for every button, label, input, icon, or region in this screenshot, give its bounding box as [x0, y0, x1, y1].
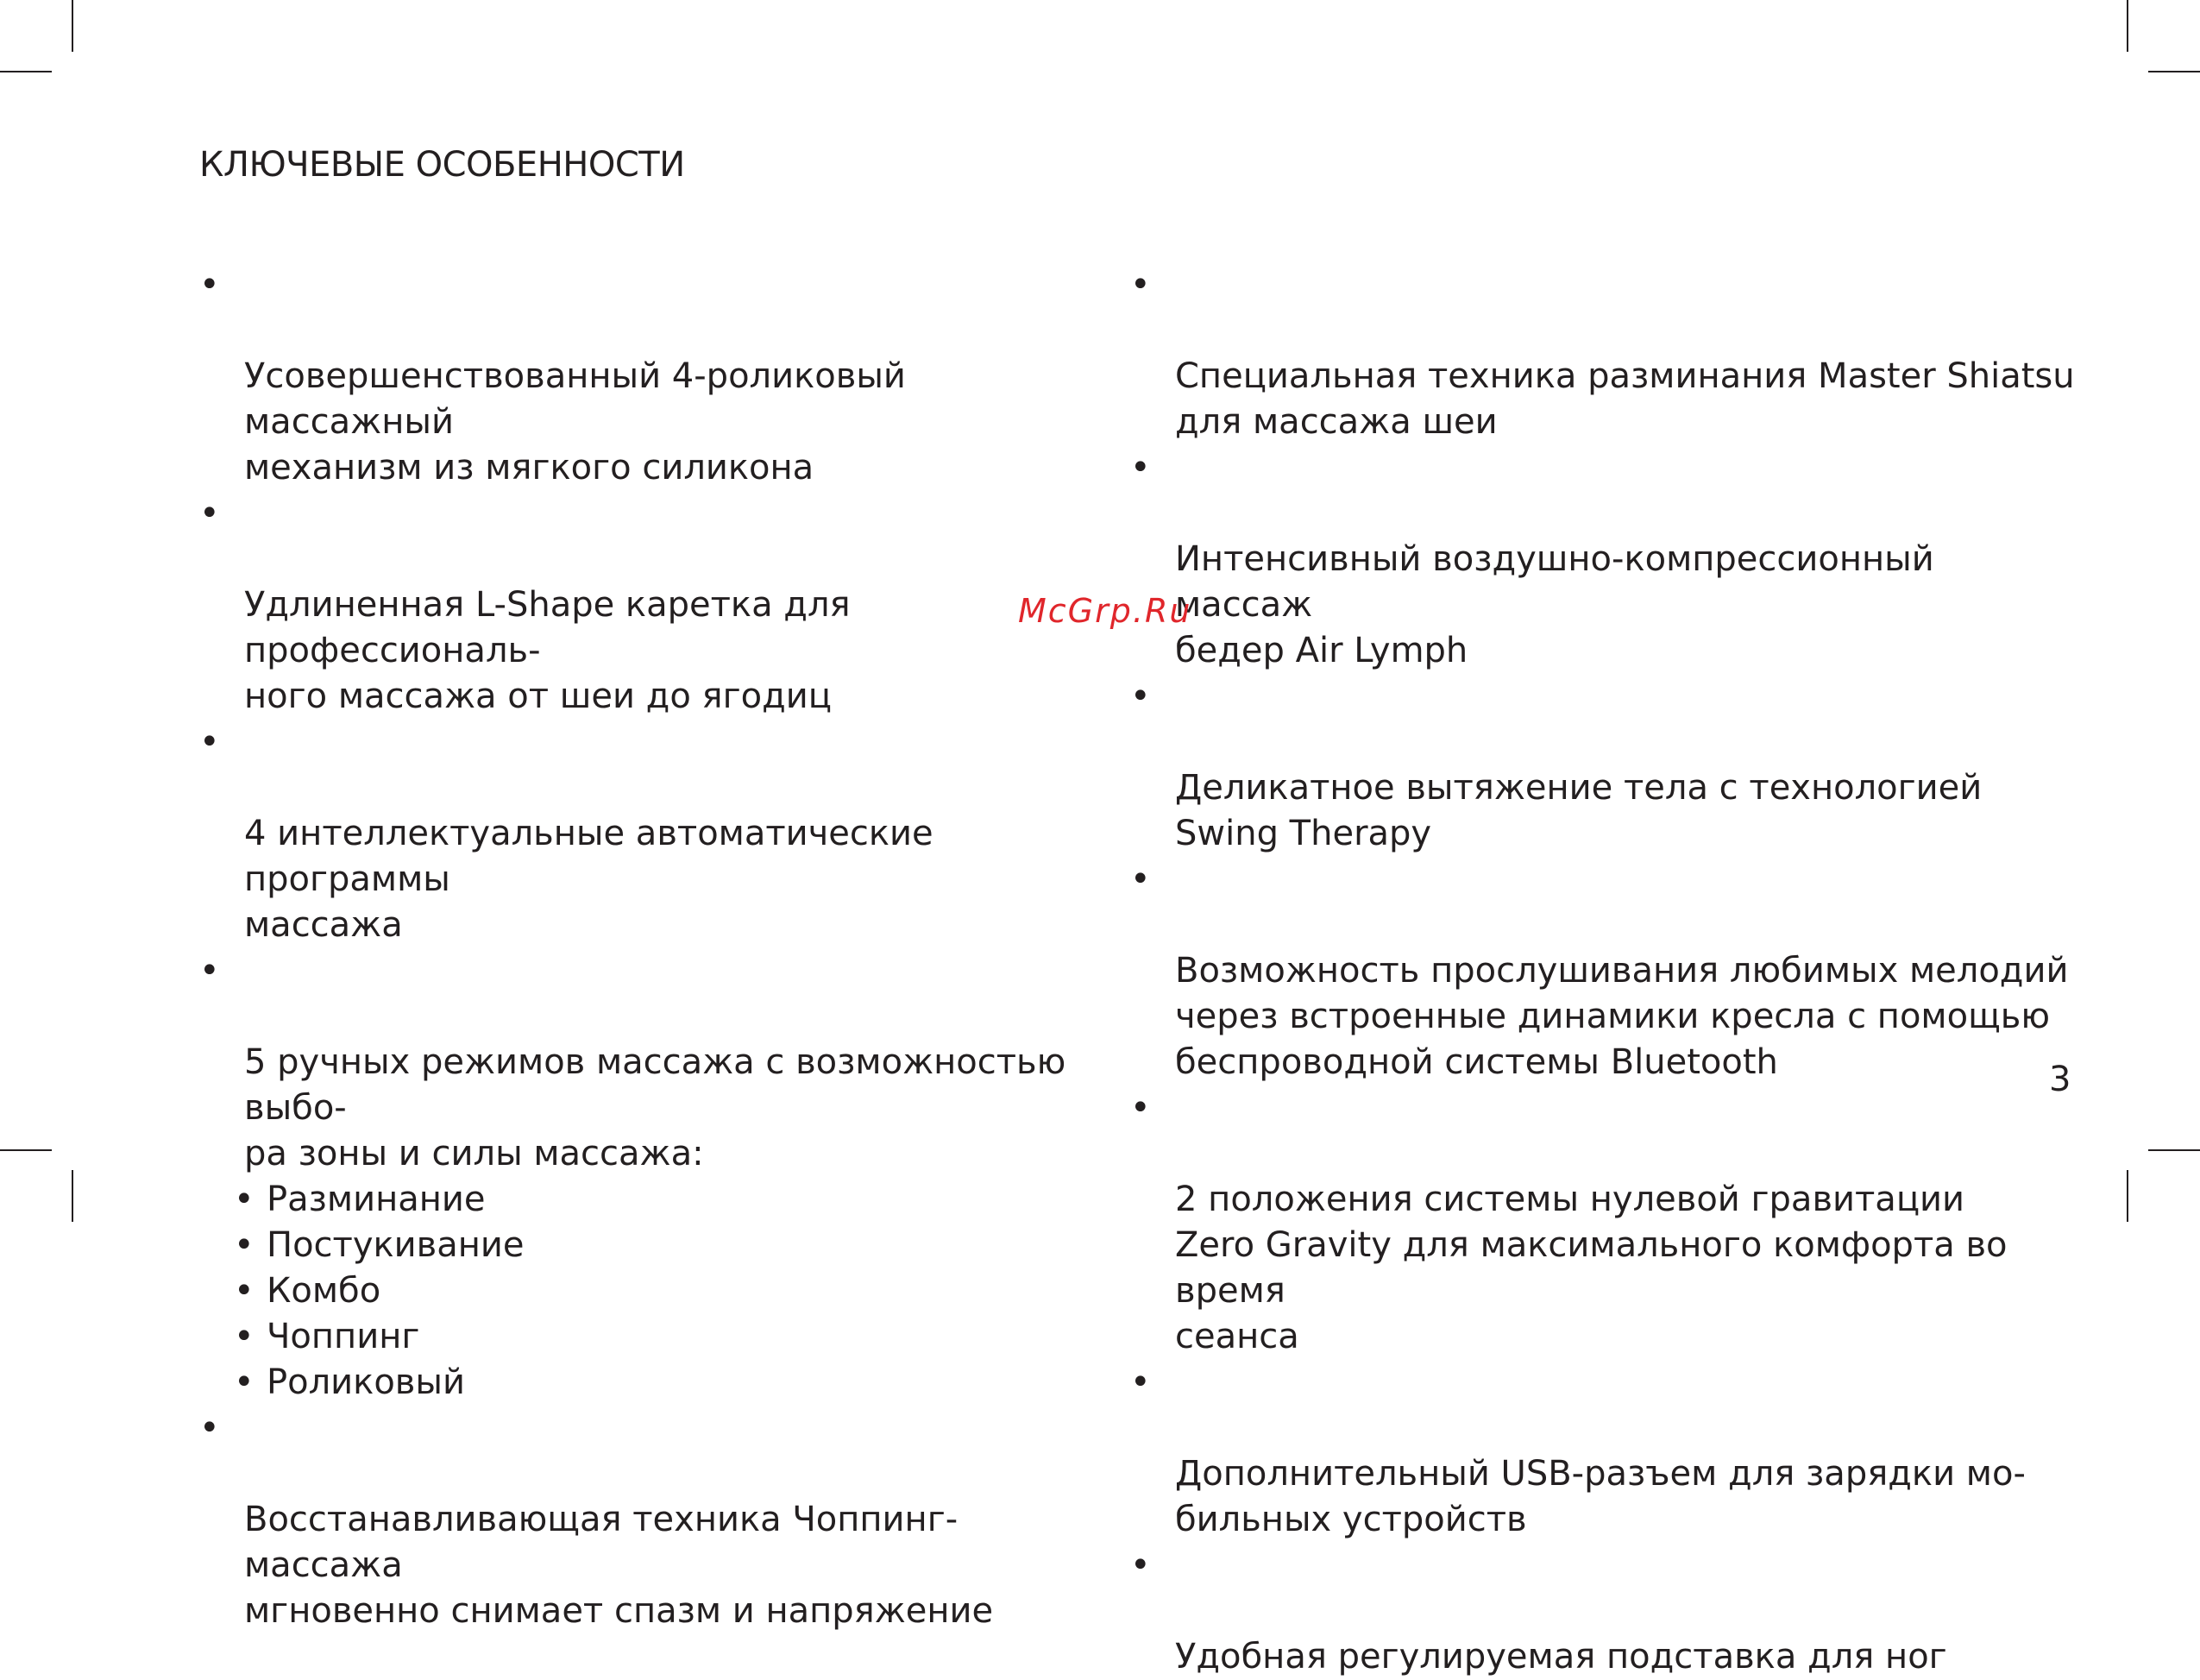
bullet: • — [234, 1317, 255, 1356]
bullet: • — [234, 1180, 255, 1219]
feature-text: Усовершенствованный 4-роликовый массажный механизм из мягкого силикона — [244, 356, 906, 488]
feature-text: Восстанавливающая техника Чоппинг-массажа мгновенно снимает спазм и напряжение — [244, 1500, 994, 1631]
feature-item — [1130, 445, 2079, 674]
feature-item — [1130, 674, 2079, 857]
bullet: • — [1130, 265, 1151, 305]
feature-item — [1130, 857, 2079, 1085]
feature-item — [1130, 1085, 2079, 1360]
feature-text: Удлиненная L-Shape каретка для профессиональ- ного массажа от шеи до ягодиц — [244, 585, 851, 716]
bullet: • — [1130, 1088, 1151, 1128]
bullet: • — [1130, 1545, 1151, 1585]
feature-item — [199, 720, 1097, 948]
bullet: • — [199, 265, 220, 305]
feature-text: 2 положения системы нулевой гравитации Zero Gravity для максимального комфорта во время сеанса — [1175, 1180, 2008, 1356]
massage-mode-item — [199, 1314, 1097, 1360]
feature-text: Деликатное вытяжение тела с технологией Swing Therapy — [1175, 768, 1983, 853]
massage-mode-text: Комбо — [267, 1271, 381, 1311]
features-list-right — [1130, 262, 2079, 1680]
feature-text: 4 интеллектуальные автоматические программы массажа — [244, 814, 933, 945]
bullet: • — [234, 1271, 255, 1311]
bullet: • — [1130, 1362, 1151, 1402]
bullet: • — [199, 494, 220, 533]
massage-mode-text: Чоппинг — [267, 1317, 420, 1356]
bullet: • — [199, 722, 220, 762]
crop-mark-top-right-horizontal — [2148, 71, 2200, 72]
massage-mode-item — [199, 1360, 1097, 1406]
feature-item — [199, 1406, 1097, 1634]
massage-modes-sublist-wrapper — [199, 1177, 1097, 1406]
feature-text: Интенсивный воздушно-компрессионный массаж бедер Air Lymph — [1175, 539, 1934, 670]
crop-mark-bottom-left-vertical — [72, 1170, 73, 1222]
bullet: • — [1130, 676, 1151, 716]
feature-item — [199, 262, 1097, 491]
bullet: • — [199, 951, 220, 991]
watermark-text: McGrp.Ru — [1018, 592, 1192, 630]
massage-mode-item — [199, 1177, 1097, 1223]
feature-text: Специальная техника разминания Master Shiatsu для массажа шеи — [1175, 356, 2075, 442]
feature-item — [1130, 262, 2079, 445]
crop-mark-bottom-right-horizontal — [2148, 1149, 2200, 1151]
bullet: • — [234, 1225, 255, 1265]
bullet: • — [1130, 859, 1151, 899]
section-heading: КЛЮЧЕВЫЕ ОСОБЕННОСТИ — [199, 145, 685, 185]
feature-item — [199, 491, 1097, 720]
massage-mode-text: Постукивание — [267, 1225, 525, 1265]
feature-item — [1130, 1360, 2079, 1543]
feature-item — [199, 948, 1097, 1177]
crop-mark-top-left-vertical — [72, 0, 73, 52]
massage-mode-item — [199, 1268, 1097, 1314]
massage-mode-text: Роликовый — [267, 1362, 465, 1402]
massage-mode-item — [199, 1223, 1097, 1268]
crop-mark-bottom-right-vertical — [2127, 1170, 2128, 1222]
crop-mark-bottom-left-horizontal — [0, 1149, 52, 1151]
feature-text: 5 ручных режимов массажа с возможностью выбо- ра зоны и силы массажа: — [244, 1042, 1066, 1173]
massage-mode-text: Разминание — [267, 1180, 486, 1219]
crop-mark-top-right-vertical — [2127, 0, 2128, 52]
crop-mark-top-left-horizontal — [0, 71, 52, 72]
feature-text: Удобная регулируемая подставка для ног — [1175, 1637, 1947, 1677]
bullet: • — [199, 1408, 220, 1448]
bullet: • — [234, 1362, 255, 1402]
feature-item — [1130, 1543, 2079, 1680]
features-list-left — [199, 262, 1097, 1634]
feature-text: Дополнительный USB-разъем для зарядки мо- бильных устройств — [1175, 1454, 2026, 1539]
bullet: • — [1130, 448, 1151, 488]
massage-modes-sublist — [199, 1177, 1097, 1406]
page-number: 3 — [2049, 1060, 2071, 1099]
feature-text: Возможность прослушивания любимых мелодий через встроенные динамики кресла с помощью беспроводной системы Bluetooth — [1175, 951, 2069, 1082]
